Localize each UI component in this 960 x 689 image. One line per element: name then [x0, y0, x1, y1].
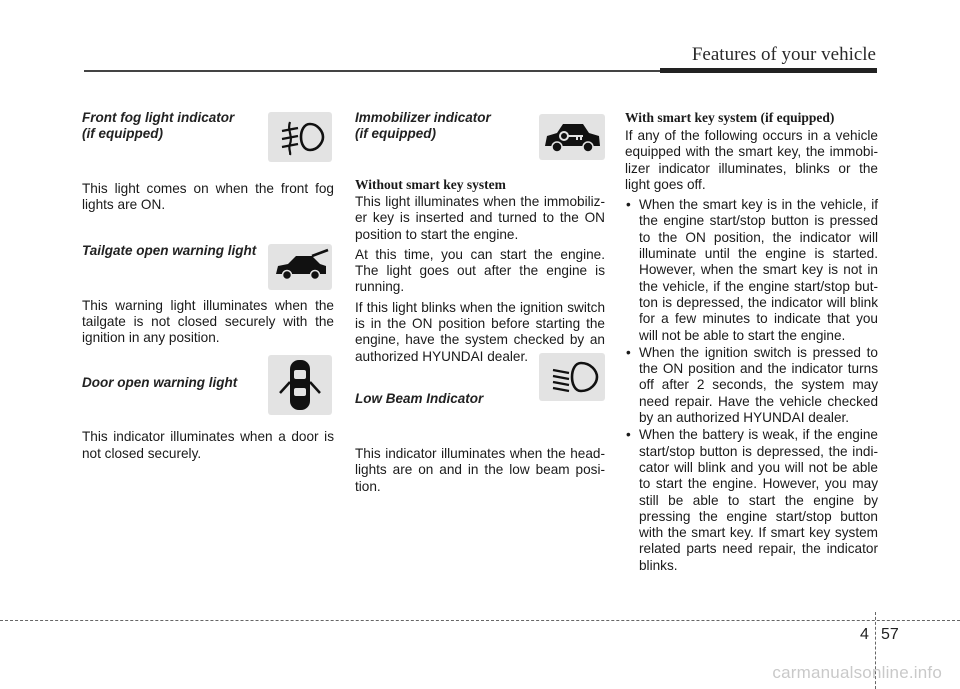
tailgate-open-icon: [268, 244, 332, 290]
column-3: [625, 110, 878, 575]
header-rule-bold: [660, 68, 877, 73]
low-beam-icon: [539, 353, 605, 401]
immobilizer-p2: At this time, you can start the engine. The light goes out after the engine is running.: [355, 246, 605, 295]
footer-rule: [0, 620, 960, 621]
smart-key-bullet-list: [625, 197, 878, 574]
smart-key-heading: With smart key system (if equipped): [625, 110, 835, 125]
fog-light-text: This light comes on when the front fog lights are ON.: [82, 181, 334, 213]
watermark: carmanualsonline.info: [772, 663, 942, 682]
immobilizer-p1: This light illuminates when the immobiliz-er key is inserted and turned to the ON position to start the engine.: [355, 194, 605, 242]
front-fog-light-icon: [268, 112, 332, 162]
tailgate-heading: Tailgate open warning light: [82, 242, 257, 258]
column-2: [355, 110, 605, 495]
low-beam-text: This indicator illuminates when the head-lights are on and in the low beam posi-tion.: [355, 445, 605, 494]
list-item: • When the ignition switch is pressed to the ON position and the indicator turns off after 2 seconds, the system may need repair. Have the vehicle checked by an authorized HYUNDAI dealer.: [625, 345, 878, 426]
header-rule: [84, 70, 660, 72]
fog-light-heading: Front fog light indicator (if equipped): [82, 110, 235, 141]
tailgate-text: This warning light illuminates when the tailgate is not closed securely with the ignition in any position.: [82, 297, 334, 346]
page-header-title: Features of your vehicle: [691, 44, 876, 65]
low-beam-heading: Low Beam Indicator: [355, 390, 484, 406]
without-smart-key-heading: Without smart key system: [355, 177, 506, 192]
immobilizer-icon: [539, 114, 605, 160]
immobilizer-p3: If this light blinks when the ignition switch is in the ON position before starting the engine, have the system checked by an authorized HYUNDAI dealer.: [355, 299, 605, 364]
door-text: This indicator illuminates when a door is not closed securely.: [82, 429, 334, 461]
immobilizer-heading: Immobilizer indicator (if equipped): [355, 110, 491, 141]
page-number: 57: [881, 626, 899, 643]
list-item: • When the smart key is in the vehicle, if the engine start/stop button is pressed to the ON position, the indicator will illuminate until the engine is started. However, when the smart key is not in the vehicle, if the engine start/stop but-ton is depressed, the indicator will blink for a few minutes to indicate that you will not be able to start the engine.: [625, 197, 878, 344]
chapter-number: 4: [860, 626, 869, 643]
door-heading: Door open warning light: [82, 375, 238, 391]
door-open-icon: [268, 355, 332, 415]
list-item: • When the battery is weak, if the engine start/stop button is depressed, the indi-cator will blink and you will not be able to start the engine. However, you may still be able to start the engine by pressing the engine start/stop button with the smart key. If smart key system related parts need repair, the indicator blinks.: [625, 427, 878, 574]
smart-key-intro: If any of the following occurs in a vehicle equipped with the smart key, the immobi-lizer indicator illuminates, blinks or the light goes off.: [625, 128, 878, 192]
